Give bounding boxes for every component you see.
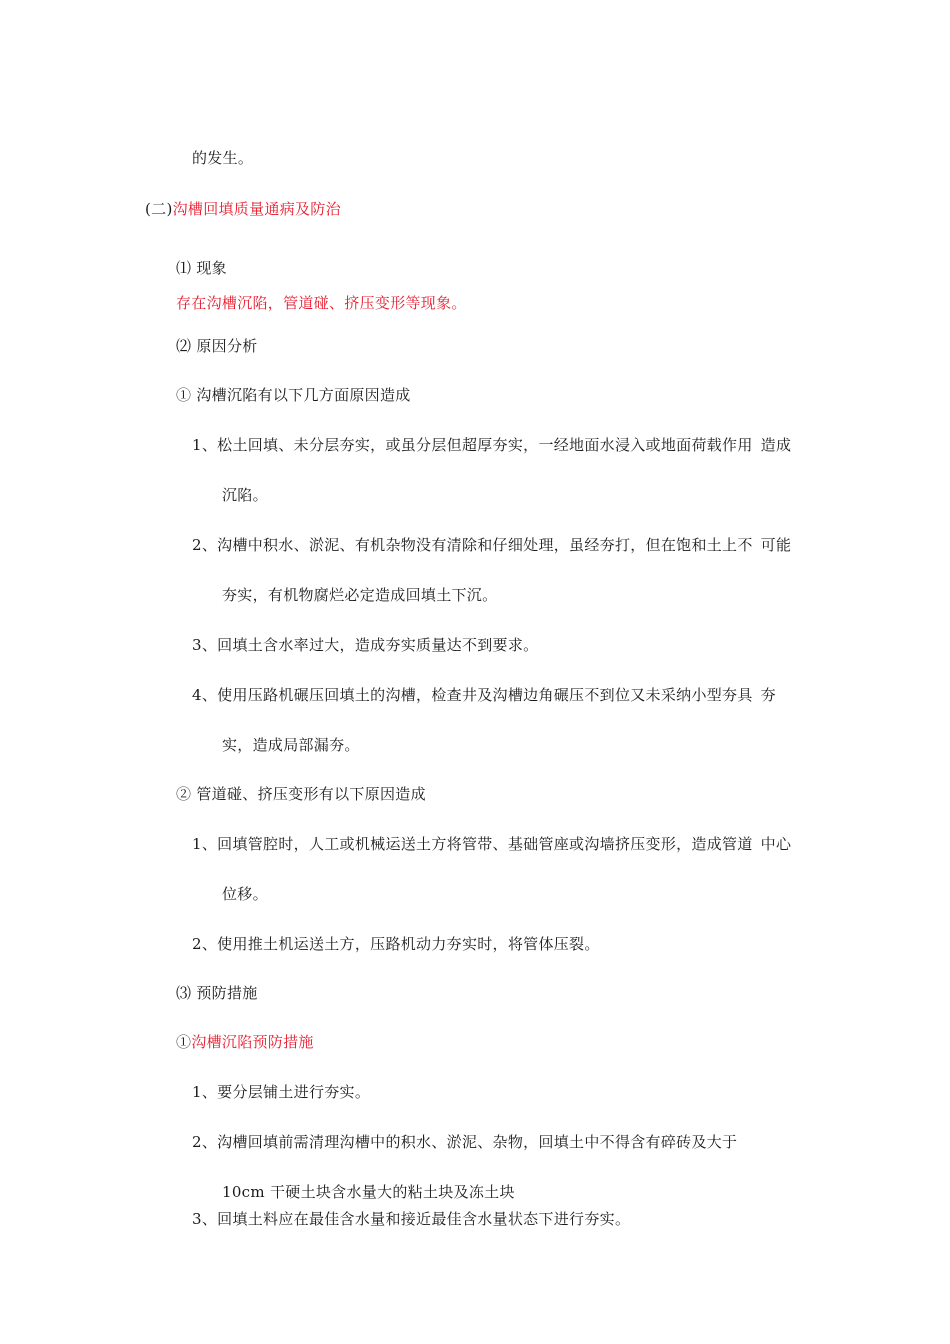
cause-1-item-1-cont: 沉陷。	[222, 486, 268, 504]
item-text: 2、沟槽中积水、淤泥、有机杂物没有清除和仔细处理，虽经夯打，但在饱和土上不	[192, 536, 753, 554]
prevention-item-3: 3、回填土料应在最佳含水量和接近最佳含水量状态下进行夯实。	[192, 1210, 631, 1228]
cause-2-item-1	[192, 834, 791, 854]
cause-2-item-2: 2、使用推土机运送土方，压路机动力夯实时，将管体压裂。	[192, 935, 600, 953]
item-text: 4、使用压路机碾压回填土的沟槽，检查井及沟槽边角碾压不到位又未采纳小型夯具	[192, 686, 753, 704]
prevention-heading-1	[176, 1032, 314, 1052]
phenomenon-text: 存在沟槽沉陷，管道碰、挤压变形等现象。	[176, 294, 467, 312]
text-line-continuation: 的发生。	[192, 149, 254, 167]
subheading-cause-analysis: ⑵ 原因分析	[176, 337, 258, 355]
section-heading	[145, 199, 341, 219]
section-heading-prefix: (二)	[145, 200, 173, 218]
section-heading-title: 沟槽回填质量通病及防治	[172, 200, 341, 218]
item-tail: 夯	[760, 686, 776, 704]
cause-2-item-1-cont: 位移。	[222, 885, 268, 903]
cause-1-item-3: 3、回填土含水率过大，造成夯实质量达不到要求。	[192, 636, 539, 654]
item-text: 1、回填管腔时，人工或机械运送土方将管带、基础管座或沟墙挤压变形，造成管道	[192, 835, 753, 853]
cause-1-item-2	[192, 535, 791, 555]
item-tail: 中心	[760, 835, 792, 853]
cause-1-item-4-cont: 实，造成局部漏夯。	[222, 736, 360, 754]
cause-heading-2: ② 管道碰、挤压变形有以下原因造成	[176, 785, 426, 803]
prevention-heading-title: 沟槽沉陷预防措施	[191, 1033, 314, 1051]
item-tail: 造成	[760, 436, 792, 454]
cause-1-item-2-cont: 夯实，有机物腐烂必定造成回填土下沉。	[222, 586, 498, 604]
cause-heading-1: ① 沟槽沉陷有以下几方面原因造成	[176, 386, 411, 404]
prevention-item-2-cont: 10cm 干硬土块含水量大的粘土块及冻土块	[222, 1183, 515, 1201]
subheading-phenomenon: ⑴ 现象	[176, 259, 227, 277]
prevention-item-1: 1、要分层铺土进行夯实。	[192, 1083, 371, 1101]
prevention-item-2: 2、沟槽回填前需清理沟槽中的积水、淤泥、杂物，回填土中不得含有碎砖及大于	[192, 1133, 738, 1151]
cause-1-item-1	[192, 435, 791, 455]
subheading-prevention: ⑶ 预防措施	[176, 984, 258, 1002]
item-text: 1、松土回填、未分层夯实，或虽分层但超厚夯实，一经地面水浸入或地面荷载作用	[192, 436, 753, 454]
cause-1-item-4	[192, 685, 776, 705]
item-tail: 可能	[760, 536, 792, 554]
prevention-heading-prefix: ①	[176, 1033, 192, 1051]
